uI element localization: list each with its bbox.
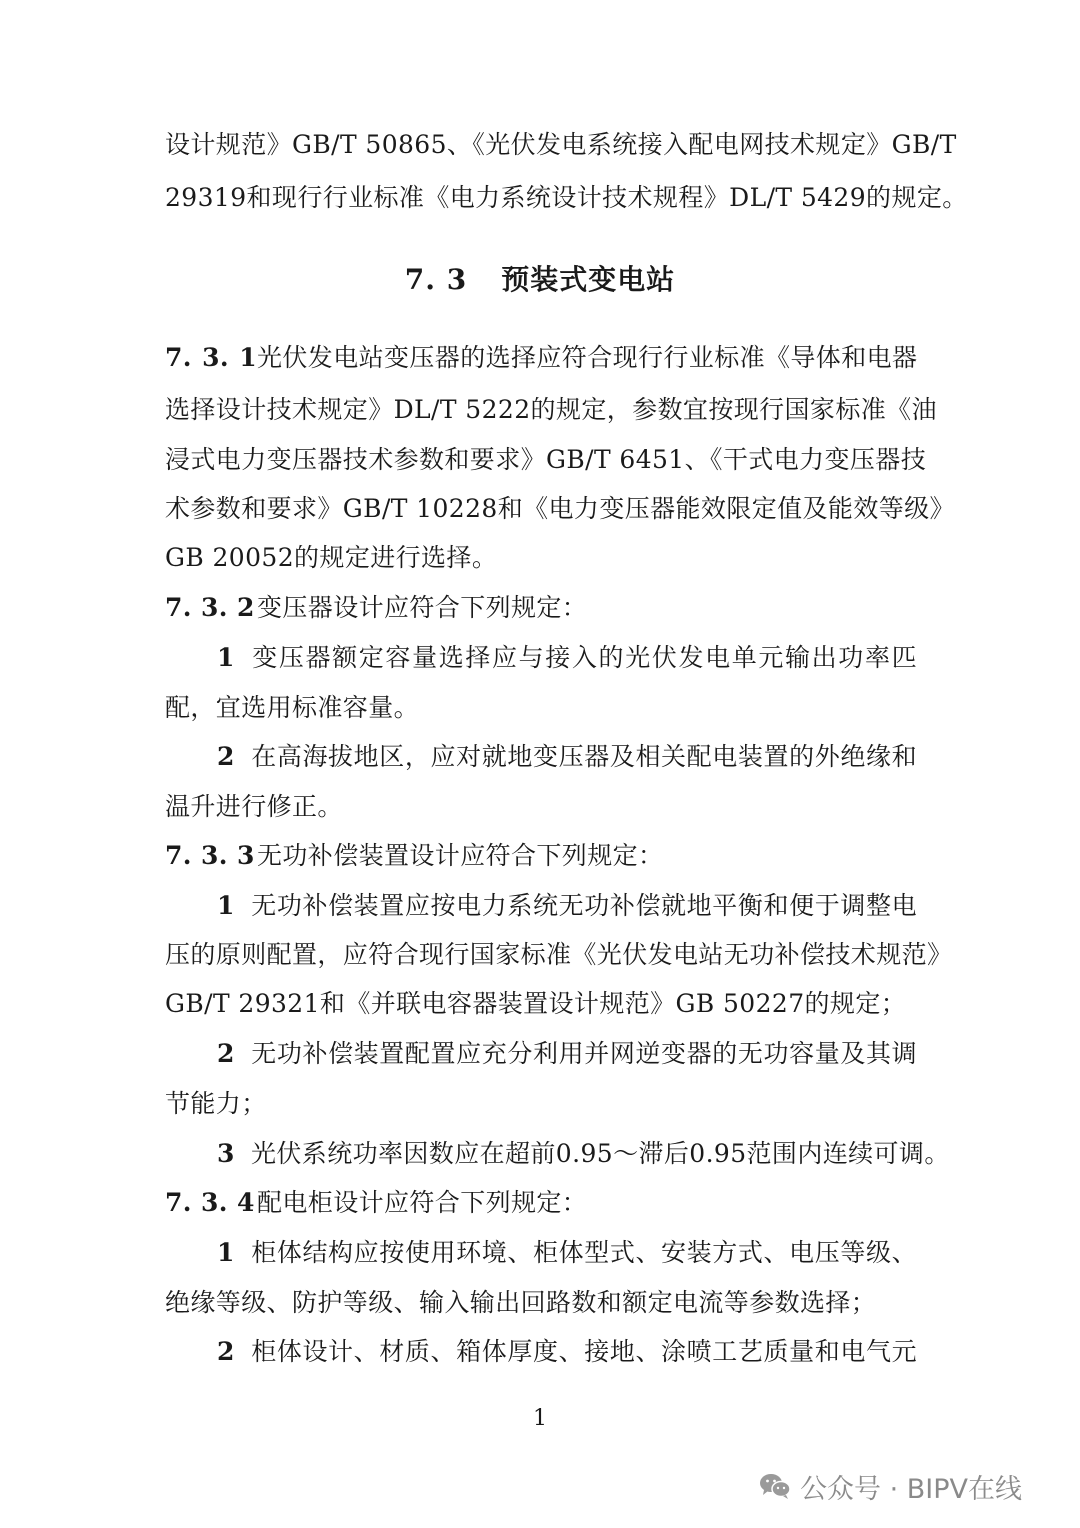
clause-7-3-1-line-2: 选择设计技术规定》DL/T 5222的规定，参数宜按现行国家标准《油 (165, 395, 937, 424)
watermark (758, 1466, 1022, 1506)
continuation-line-1: 设计规范》GB/T 50865、《光伏发电系统接入配电网技术规定》GB/T (165, 130, 957, 159)
clause-text: 变压器设计应符合下列规定： (257, 593, 588, 622)
clause-7-3-3-item-2-line-1 (165, 1037, 917, 1071)
item-text: 无功补偿装置配置应充分利用并网逆变器的无功容量及其调 (251, 1039, 917, 1068)
clause-7-3-3-item-2-line-2: 节能力； (165, 1089, 267, 1118)
clause-7-3-4-item-1-line-1 (165, 1236, 917, 1270)
item-text: 变压器额定容量选择应与接入的光伏发电单元输出功率匹 (251, 643, 917, 672)
clause-7-3-1-line-3: 浸式电力变压器技术参数和要求》GB/T 6451、《干式电力变压器技 (165, 445, 927, 474)
clause-7-3-3-item-1-line-1 (165, 889, 917, 923)
item-number: 1 (217, 1238, 235, 1267)
clause-7-3-4-item-2-line-1 (165, 1335, 917, 1369)
clause-7-3-2-item-2-line-2: 温升进行修正。 (165, 792, 343, 821)
item-text: 无功补偿装置应按电力系统无功补偿就地平衡和便于调整电 (251, 891, 917, 920)
section-title: 预装式变电站 (501, 263, 676, 296)
clause-number: 7. 3. 1 (165, 343, 257, 372)
clause-7-3-3-line-1 (165, 839, 917, 873)
page-number: 1 (533, 1406, 547, 1431)
continuation-line-2: 29319和现行行业标准《电力系统设计技术规程》DL/T 5429的规定。 (165, 183, 968, 212)
item-text: 光伏系统功率因数应在超前0.95～滞后0.95范围内连续可调。 (251, 1139, 950, 1168)
watermark-text: 公众号 · BIPV在线 (800, 1473, 1022, 1505)
item-number: 2 (217, 742, 235, 771)
item-text: 柜体结构应按使用环境、柜体型式、安装方式、电压等级、 (251, 1238, 917, 1267)
section-number: 7. 3 (404, 263, 468, 296)
section-heading (0, 262, 1080, 298)
clause-7-3-2-line-1 (165, 591, 917, 625)
clause-7-3-3-item-3-line-1 (165, 1137, 950, 1171)
clause-7-3-1-line-5: GB 20052的规定进行选择。 (165, 543, 498, 572)
clause-text: 无功补偿装置设计应符合下列规定： (257, 841, 664, 870)
item-number: 2 (217, 1337, 235, 1366)
clause-text: 配电柜设计应符合下列规定： (257, 1188, 588, 1217)
clause-7-3-2-item-1-line-2: 配，宜选用标准容量。 (165, 693, 420, 722)
wechat-icon (758, 1471, 792, 1501)
clause-text: 光伏发电站变压器的选择应符合现行行业标准《导体和电器 (257, 343, 918, 372)
clause-number: 7. 3. 3 (165, 841, 255, 870)
clause-number: 7. 3. 4 (165, 1188, 255, 1217)
clause-7-3-2-item-2-line-1 (165, 740, 917, 774)
clause-7-3-1-line-4: 术参数和要求》GB/T 10228和《电力变压器能效限定值及能效等级》 (165, 494, 955, 523)
item-number: 2 (217, 1039, 235, 1068)
item-number: 1 (217, 643, 235, 672)
clause-7-3-3-item-1-line-2: 压的原则配置，应符合现行国家标准《光伏发电站无功补偿技术规范》 (165, 940, 953, 969)
clause-7-3-4-item-1-line-2: 绝缘等级、防护等级、输入输出回路数和额定电流等参数选择； (165, 1288, 877, 1317)
item-text: 在高海拔地区，应对就地变压器及相关配电装置的外绝缘和 (251, 742, 917, 771)
clause-7-3-4-line-1 (165, 1186, 917, 1220)
clause-7-3-2-item-1-line-1 (165, 641, 917, 675)
item-number: 3 (217, 1139, 235, 1168)
clause-7-3-3-item-1-line-3: GB/T 29321和《并联电容器装置设计规范》GB 50227的规定； (165, 989, 907, 1018)
item-text: 柜体设计、材质、箱体厚度、接地、涂喷工艺质量和电气元 (251, 1337, 917, 1366)
clause-7-3-1-line-1 (165, 341, 917, 375)
clause-number: 7. 3. 2 (165, 593, 255, 622)
item-number: 1 (217, 891, 235, 920)
